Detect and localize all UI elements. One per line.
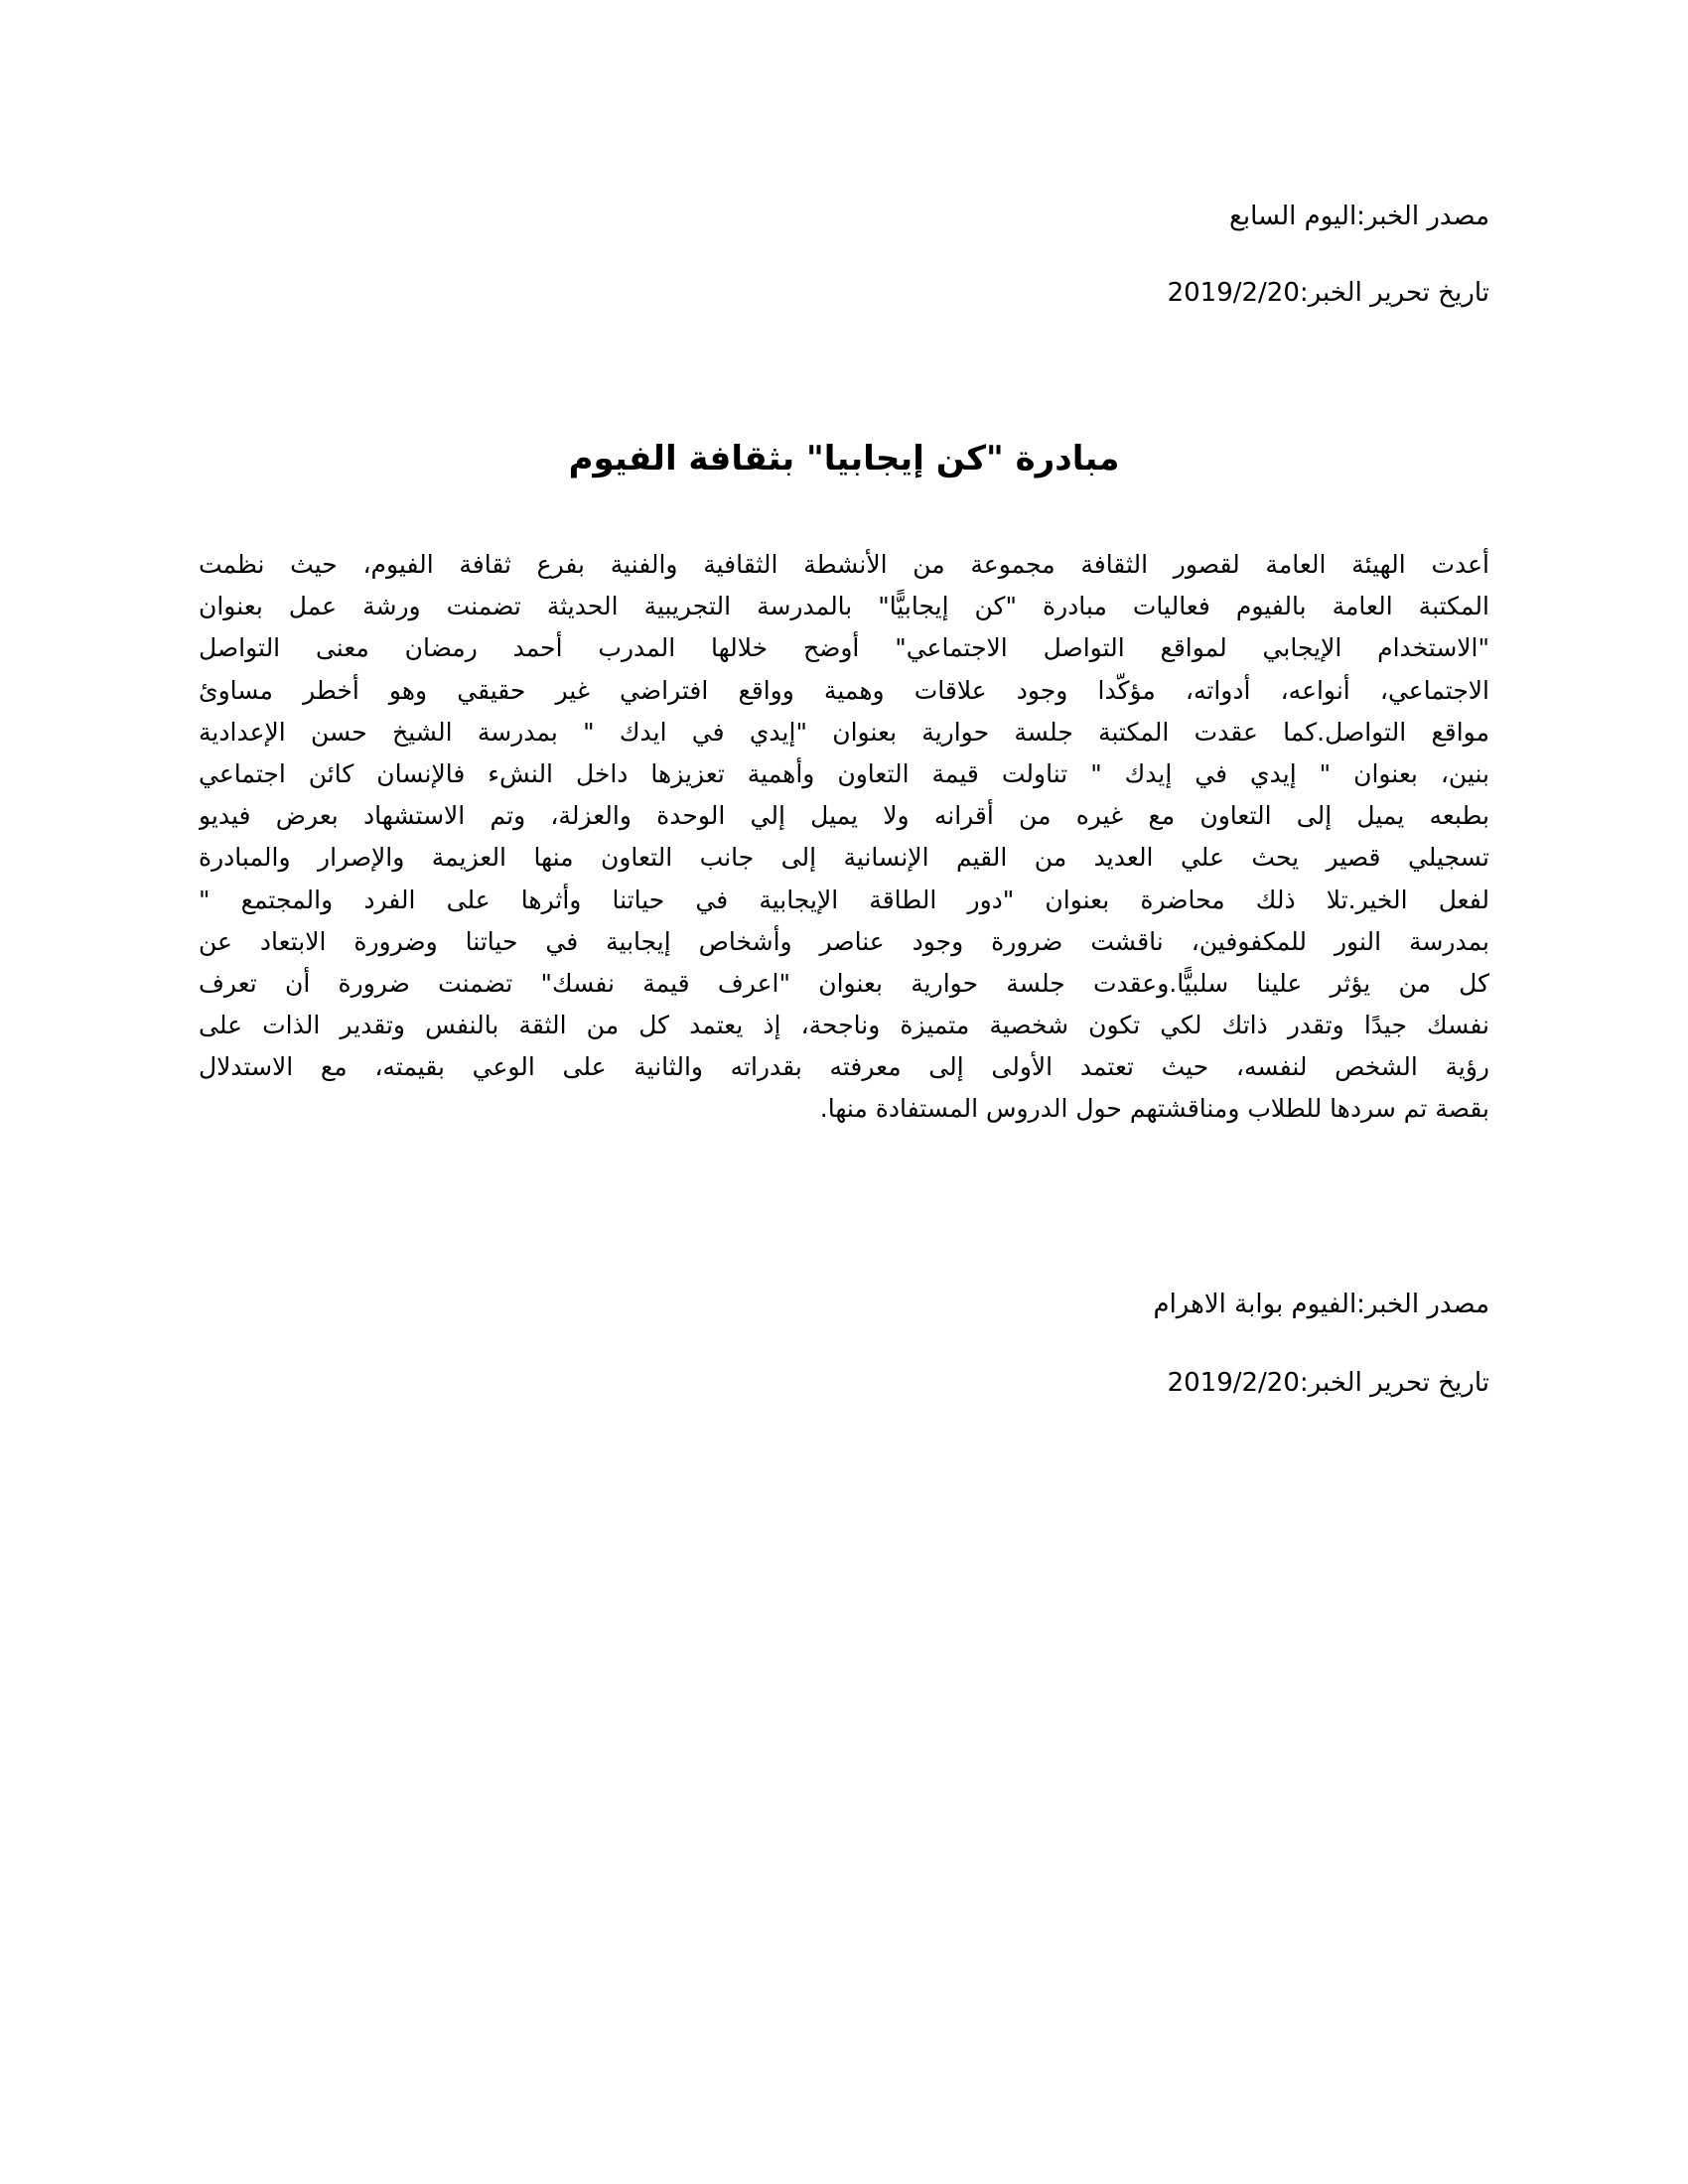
body-line: مواقع التواصل.كما عقدت المكتبة جلسة حوارية بعنوان "إيدي في ايدك " بمدرسة الشيخ حسن الإعدادية — [199, 717, 1489, 747]
body-line: كل من يؤثر علينا سلبيًّا.وعقدت جلسة حوارية بعنوان "اعرف قيمة نفسك" تضمنت ضرورة أن تعرف — [199, 968, 1489, 998]
article-title: مبادرة "كن إيجابيا" بثقافة الفيوم — [568, 439, 1120, 478]
news-date-footer: تاريخ تحرير الخبر:2019/2/20 — [1167, 1368, 1489, 1398]
body-line: بنين، بعنوان " إيدي في إيدك " تناولت قيمة التعاون وأهمية تعزيزها داخل النشء فالإنسان كائن اجتماعي — [199, 758, 1489, 788]
body-line: بقصة تم سردها للطلاب ومناقشتهم حول الدروس المستفادة منها. — [819, 1094, 1489, 1124]
news-source: مصدر الخبر:اليوم السابع — [1229, 202, 1489, 231]
body-line: أعدت الهيئة العامة لقصور الثقافة مجموعة من الأنشطة الثقافية والفنية بفرع ثقافة الفيوم، حيث نظمت — [199, 550, 1489, 579]
news-date: تاريخ تحرير الخبر:2019/2/20 — [1167, 278, 1489, 308]
body-line: رؤية الشخص لنفسه، حيث تعتمد الأولى إلى معرفته بقدراته والثانية على الوعي بقيمته، مع الاستدلال — [199, 1052, 1489, 1082]
body-line: الاجتماعي، أنواعه، أدواته، مؤكّدا وجود علاقات وهمية وواقع افتراضي غير حقيقي وهو أخطر مساوئ — [199, 675, 1489, 705]
body-line: تسجيلي قصير يحث علي العديد من القيم الإنسانية إلى جانب التعاون منها العزيمة والإصرار والمبادرة — [199, 843, 1489, 873]
body-line: بمدرسة النور للمكفوفين، ناقشت ضرورة وجود عناصر وأشخاص إيجابية في حياتنا وضرورة الابتعاد عن — [199, 926, 1489, 956]
body-line: نفسك جيدًا وتقدر ذاتك لكي تكون شخصية متميزة وناجحة، إذ يعتمد كل من الثقة بالنفس وتقدير الذات على — [199, 1011, 1489, 1040]
body-line: "الاستخدام الإيجابي لمواقع التواصل الاجتماعي" أوضح خلالها المدرب أحمد رمضان معنى التواصل — [199, 633, 1489, 663]
body-line: لفعل الخير.تلا ذلك محاضرة بعنوان "دور الطاقة الإيجابية في حياتنا وأثرها على الفرد والمجتمع " — [199, 885, 1489, 914]
news-source-footer: مصدر الخبر:الفيوم بوابة الاهرام — [1153, 1290, 1489, 1319]
article-body — [199, 544, 1489, 1131]
body-line: المكتبة العامة بالفيوم فعاليات مبادرة "كن إيجابيًّا" بالمدرسة التجريبية الحديثة تضمنت ورشة عمل بعنوان — [199, 592, 1489, 621]
body-line: بطبعه يميل إلى التعاون مع غيره من أقرانه ولا يميل إلي الوحدة والعزلة، وتم الاستشهاد بعرض فيديو — [199, 801, 1489, 831]
